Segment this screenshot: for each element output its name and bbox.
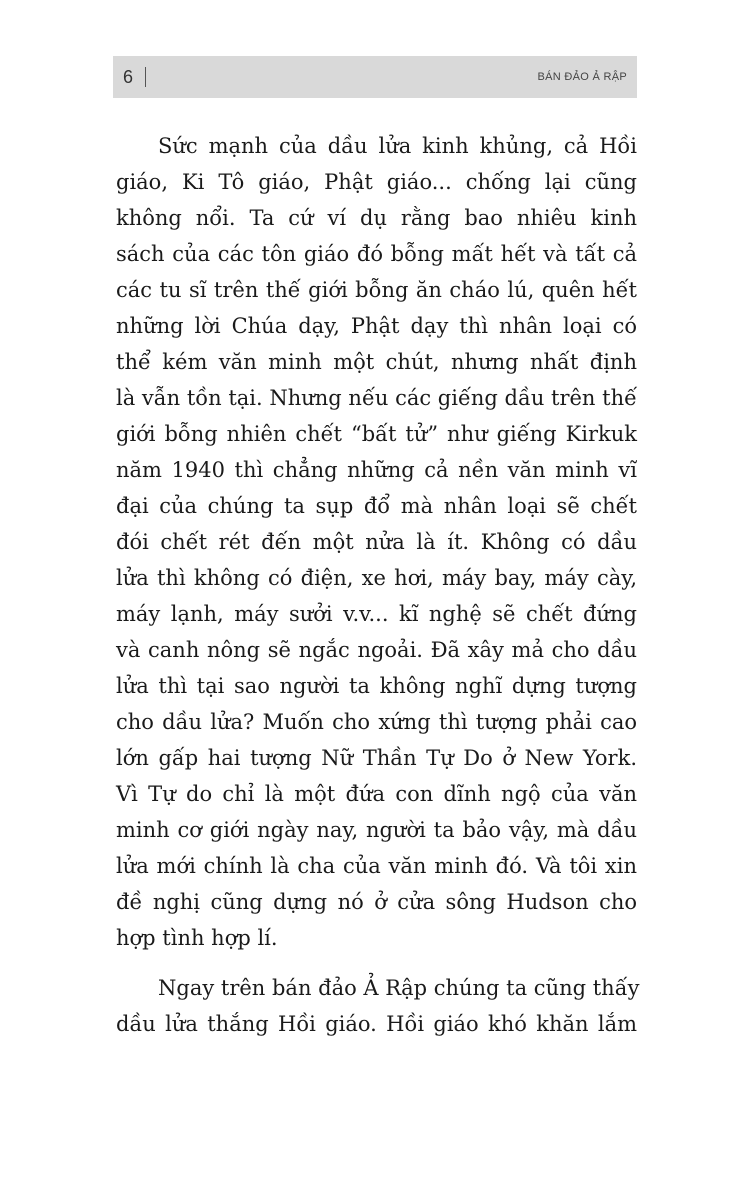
text-line: lửa mới chính là cha của văn minh đó. Và tôi xin (116, 854, 637, 878)
text-line: Ngay trên bán đảo Ả Rập chúng ta cũng thấy (158, 976, 640, 1000)
header-divider (145, 67, 146, 87)
text-line: dầu lửa thắng Hồi giáo. Hồi giáo khó khăn lắm (116, 1012, 637, 1036)
page-number: 6 (123, 67, 134, 87)
text-line: đề nghị cũng dựng nó ở cửa sông Hudson cho (116, 890, 637, 914)
running-title: BÁN ĐẢO Ả RẬP (537, 71, 627, 83)
text-line: và canh nông sẽ ngắc ngoải. Đã xây mả cho dầu (116, 638, 637, 662)
text-line: sách của các tôn giáo đó bỗng mất hết và tất cả (116, 242, 637, 266)
running-header (113, 56, 637, 98)
text-line: là vẫn tồn tại. Nhưng nếu các giếng dầu trên thế (116, 386, 638, 410)
text-line: giới bỗng nhiên chết “bất tử” như giếng Kirkuk (116, 422, 637, 446)
paragraph-1 (116, 128, 637, 956)
text-line: máy lạnh, máy sưởi v.v... kĩ nghệ sẽ chết đứng (116, 602, 637, 626)
text-line: Sức mạnh của dầu lửa kinh khủng, cả Hồi (158, 134, 637, 158)
text-line: đói chết rét đến một nửa là ít. Không có dầu (116, 530, 637, 554)
text-line: lửa thì tại sao người ta không nghĩ dựng tượng (116, 674, 637, 698)
text-line: không nổi. Ta cứ ví dụ rằng bao nhiêu kinh (116, 206, 637, 230)
text-line: năm 1940 thì chẳng những cả nền văn minh vĩ (116, 458, 637, 482)
text-line: đại của chúng ta sụp đổ mà nhân loại sẽ chết (116, 494, 637, 518)
text-line: các tu sĩ trên thế giới bỗng ăn cháo lú, quên hết (116, 278, 637, 302)
paragraph-gap (116, 956, 637, 970)
text-line: thể kém văn minh một chút, nhưng nhất định (116, 350, 637, 374)
text-line: Vì Tự do chỉ là một đứa con dĩnh ngộ của văn (116, 782, 637, 806)
text-line: cho dầu lửa? Muốn cho xứng thì tượng phải cao (116, 710, 637, 734)
text-line: lửa thì không có điện, xe hơi, máy bay, máy cày, (116, 566, 637, 590)
body-text (116, 128, 640, 1042)
text-line: những lời Chúa dạy, Phật dạy thì nhân loại có (116, 314, 637, 338)
text-line: lớn gấp hai tượng Nữ Thần Tự Do ở New York. (116, 746, 637, 770)
text-line: hợp tình hợp lí. (116, 926, 278, 950)
text-line: giáo, Ki Tô giáo, Phật giáo... chống lại cũng (116, 170, 637, 194)
paragraph-2 (116, 970, 640, 1042)
text-line: minh cơ giới ngày nay, người ta bảo vậy, mà dầu (116, 818, 637, 842)
